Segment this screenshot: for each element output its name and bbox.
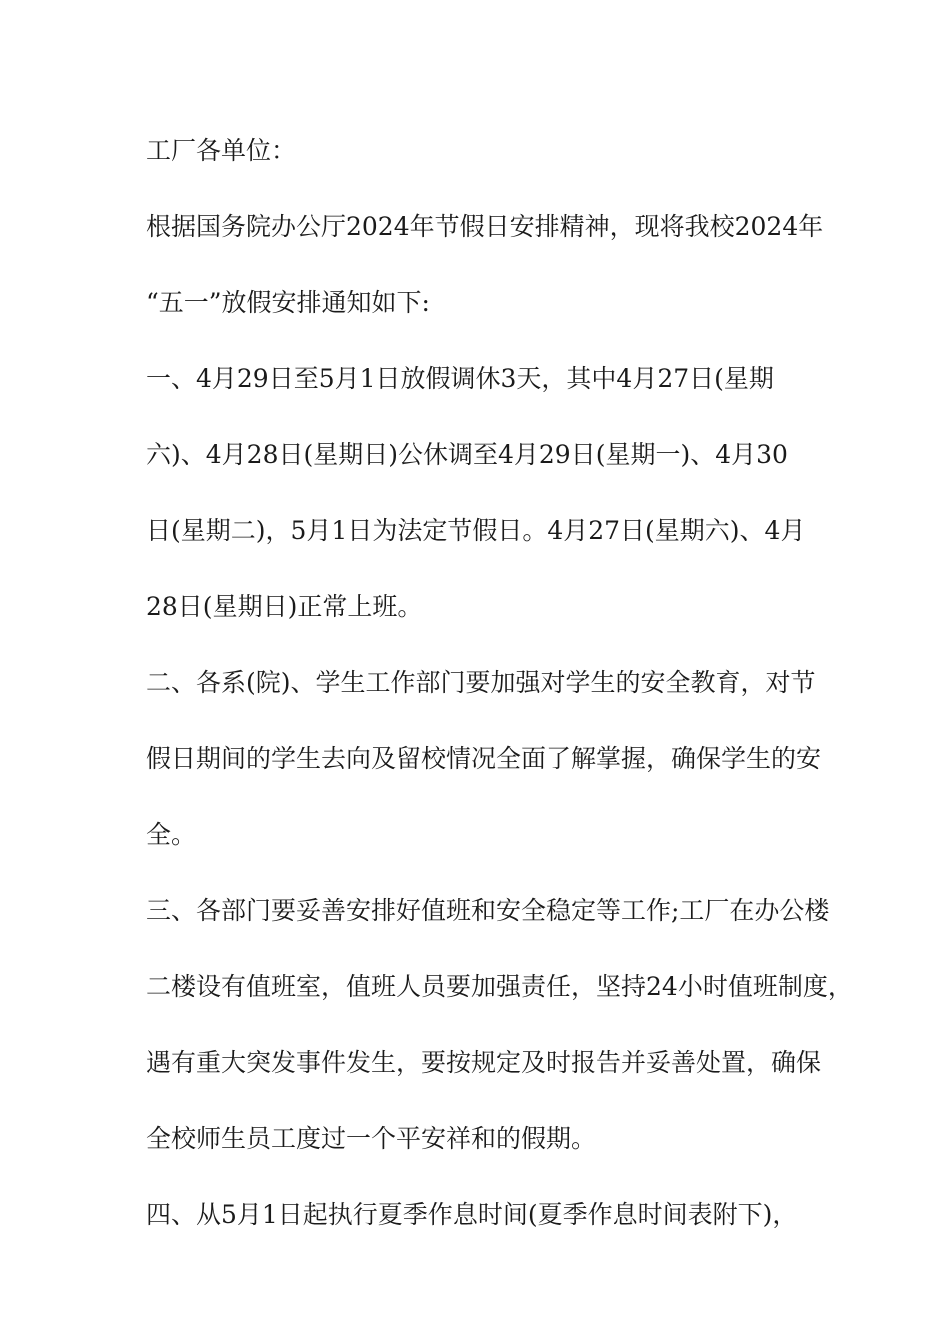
item-one-line: 六)、4月28日(星期日)公休调至4月29日(星期一)、4月30 [146, 440, 788, 469]
paragraph-line: “五一”放假安排通知如下: [146, 288, 430, 317]
item-three-line: 二楼设有值班室，值班人员要加强责任，坚持24小时值班制度， [146, 972, 853, 1001]
item-one-line: 28日(星期日)正常上班。 [146, 592, 423, 621]
paragraph-line: 根据国务院办公厅2024年节假日安排精神，现将我校2024年 [146, 212, 824, 241]
item-one-line: 日(星期二)，5月1日为法定节假日。4月27日(星期六)、4月 [146, 516, 806, 545]
item-two-line: 全。 [146, 820, 197, 849]
item-one-line: 一、4月29日至5月1日放假调休3天，其中4月27日(星期 [146, 364, 774, 393]
item-two-line: 假日期间的学生去向及留校情况全面了解掌握，确保学生的安 [146, 744, 822, 773]
item-three-line: 三、各部门要妥善安排好值班和安全稳定等工作;工厂在办公楼 [146, 896, 830, 925]
item-three-line: 全校师生员工度过一个平安祥和的假期。 [146, 1124, 597, 1153]
item-three-line: 遇有重大突发事件发生，要按规定及时报告并妥善处置，确保 [146, 1048, 822, 1077]
salutation-line: 工厂各单位： [146, 136, 297, 165]
item-two-line: 二、各系(院)、学生工作部门要加强对学生的安全教育，对节 [146, 668, 816, 697]
item-four-line: 四、从5月1日起执行夏季作息时间(夏季作息时间表附下)， [146, 1200, 798, 1229]
